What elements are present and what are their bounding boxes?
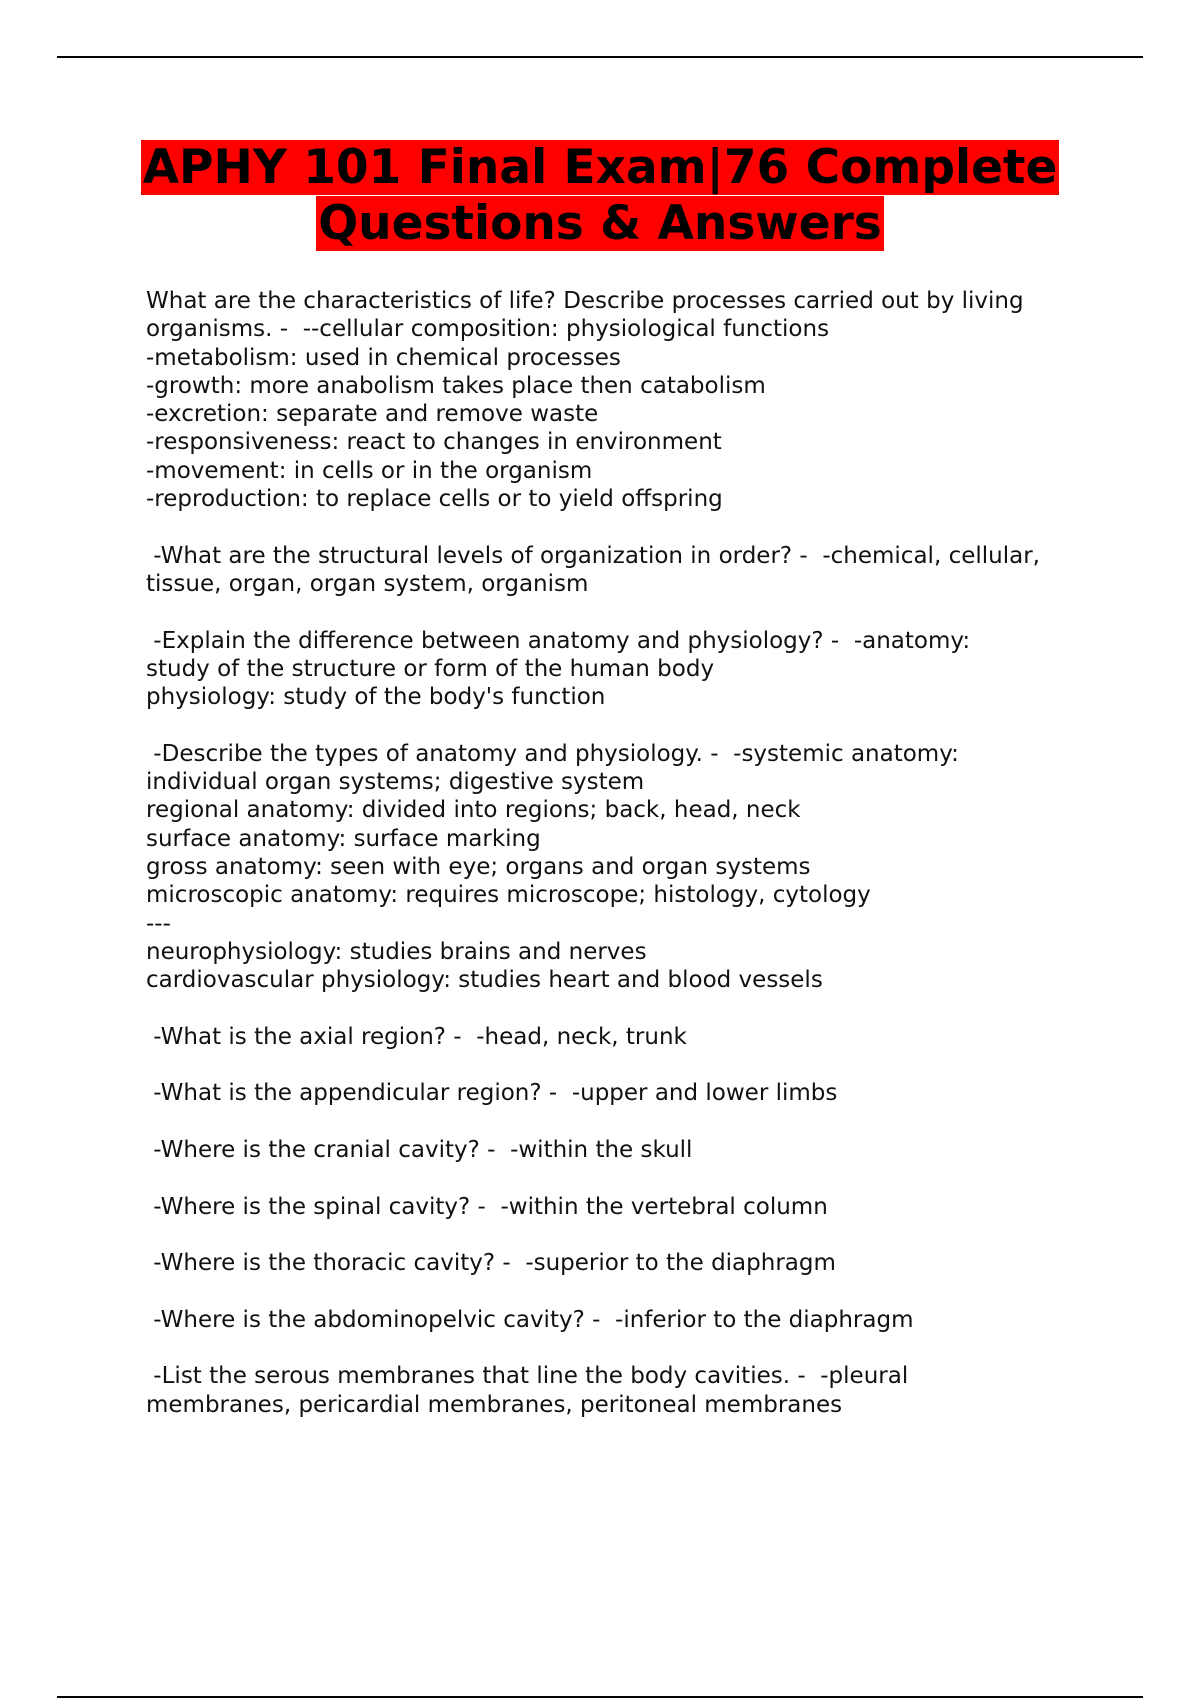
document-title [120,140,1080,252]
qa-block [146,740,1106,995]
qa-line: -List the serous membranes that line the body cavities. - -pleural [146,1363,909,1390]
qa-block [146,542,1106,599]
qa-block [146,1362,1106,1419]
qa-line: regional anatomy: divided into regions; back, head, neck [146,797,801,824]
qa-line: -responsiveness: react to changes in environment [146,429,722,456]
bottom-rule [57,1696,1143,1698]
qa-line: --- [146,910,171,937]
qa-block [146,1079,1106,1107]
qa-line: -What is the axial region? - -head, neck, trunk [146,1023,687,1050]
qa-block [146,1023,1106,1051]
qa-line: surface anatomy: surface marking [146,825,541,852]
qa-line: What are the characteristics of life? Describe processes carried out by living [146,288,1024,314]
qa-line: -movement: in cells or in the organism [146,457,593,484]
top-rule [57,56,1143,58]
qa-block [146,627,1106,712]
qa-line: -growth: more anabolism takes place then catabolism [146,372,766,399]
qa-block [146,1136,1106,1164]
qa-line: physiology: study of the body's function [146,684,606,711]
qa-line: -Where is the thoracic cavity? - -superior to the diaphragm [146,1250,836,1277]
title-line-1: APHY 101 Final Exam|76 Complete [142,140,1058,195]
qa-line: -Where is the cranial cavity? - -within the skull [146,1136,693,1163]
qa-line: -Where is the spinal cavity? - -within the vertebral column [146,1193,828,1220]
qa-block [146,1306,1106,1334]
qa-line: study of the structure or form of the human body [146,655,715,682]
qa-line: organisms. - --cellular composition: physiological functions [146,316,830,343]
qa-line: gross anatomy: seen with eye; organs and organ systems [146,853,811,880]
qa-line: neurophysiology: studies brains and nerves [146,938,647,965]
title-line-2: Questions & Answers [318,196,882,251]
qa-line: individual organ systems; digestive system [146,769,645,796]
qa-line: membranes, pericardial membranes, peritoneal membranes [146,1391,843,1418]
qa-line: microscopic anatomy: requires microscope; histology, cytology [146,882,871,909]
qa-block [146,287,1106,513]
qa-content [146,287,1106,1447]
qa-block [146,1249,1106,1277]
qa-line: cardiovascular physiology: studies heart and blood vessels [146,967,823,994]
qa-line: -metabolism: used in chemical processes [146,344,621,371]
qa-line: -Where is the abdominopelvic cavity? - -inferior to the diaphragm [146,1306,914,1333]
qa-line: -excretion: separate and remove waste [146,401,599,428]
qa-line: -What is the appendicular region? - -upper and lower limbs [146,1080,838,1107]
qa-line: tissue, organ, organ system, organism [146,570,589,597]
qa-line: -reproduction: to replace cells or to yield offspring [146,486,723,513]
qa-line: -What are the structural levels of organization in order? - -chemical, cellular, [146,542,1040,569]
qa-block [146,1193,1106,1221]
qa-line: -Describe the types of anatomy and physiology. - -systemic anatomy: [146,740,959,767]
qa-line: -Explain the difference between anatomy and physiology? - -anatomy: [146,627,971,654]
